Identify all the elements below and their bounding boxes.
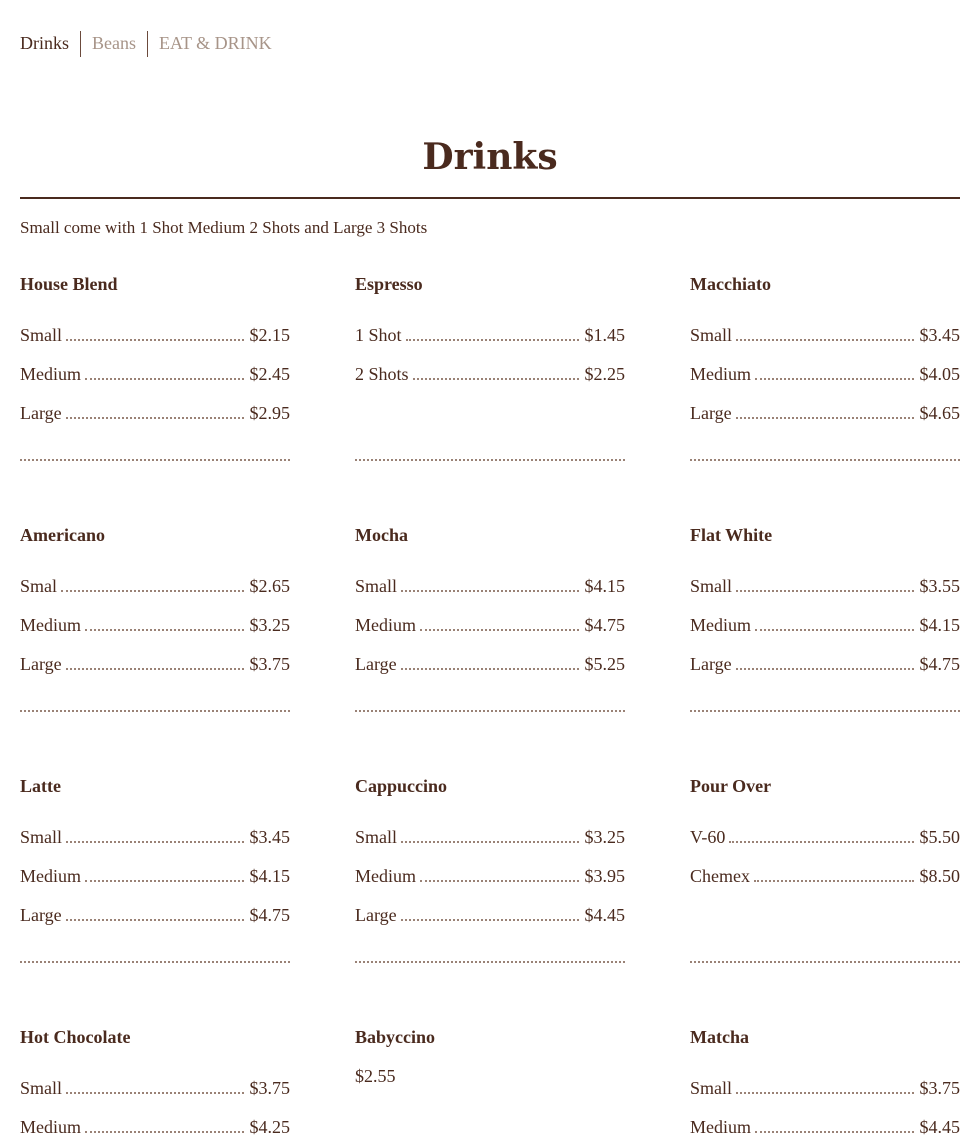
menu-item-row [20,865,290,887]
dot-leader [85,880,244,882]
menu-item-price: $3.45 [249,827,290,847]
menu-item-price: $4.25 [249,1117,290,1137]
menu-item-size: Large [690,403,732,423]
menu-card-title: House Blend [20,274,118,294]
menu-item-row [690,402,960,424]
menu-item-row [355,363,625,385]
menu-card-title: Mocha [355,525,408,545]
menu-item-size: Small [20,1078,63,1098]
menu-item-row [20,363,290,385]
menu-item-size: Small [690,325,733,345]
card-divider [355,459,625,461]
menu-item-size: Chemex [690,866,750,886]
page-title: Drinks [422,136,558,178]
menu-item-size: Large [20,654,62,674]
menu-item-size: Large [20,905,62,925]
menu-card-title: Cappuccino [355,776,448,796]
menu-item-price: $4.15 [584,576,625,596]
dot-leader [755,1131,914,1133]
card-divider [690,710,960,712]
card-divider [20,459,290,461]
menu-item-size: Medium [20,615,81,635]
menu-card-title: Babyccino [355,1027,436,1047]
dot-leader [736,417,914,419]
menu-item-price: $4.05 [919,364,960,384]
dot-leader [85,629,244,631]
menu-item-price: $3.95 [584,866,625,886]
dot-leader [61,590,243,592]
menu-card-title: Flat White [690,525,773,545]
dot-leader [66,841,243,843]
menu-item-price: $3.75 [249,654,290,674]
menu-item-row [690,865,960,887]
card-divider [690,459,960,461]
nav-link-drinks[interactable]: Drinks [20,33,69,53]
dot-leader [736,1092,913,1094]
dot-leader [401,590,578,592]
menu-card-title: Matcha [690,1027,749,1047]
dot-leader [66,919,244,921]
menu-item-row [20,575,290,597]
menu-item-size: Medium [690,364,751,384]
menu-item-row [20,1116,290,1138]
menu-item-price: $5.50 [919,827,960,847]
menu-item-price: $2.15 [249,325,290,345]
menu-item-size: V-60 [690,827,726,847]
menu-item-price: $2.25 [584,364,625,384]
dot-leader [85,1131,244,1133]
menu-item-row [690,324,960,346]
nav-link-eat-and-drink[interactable]: EAT & DRINK [159,33,272,53]
menu-item-price: $2.65 [249,576,290,596]
nav-link-beans[interactable]: Beans [92,33,136,53]
menu-item-price: $4.15 [249,866,290,886]
menu-item-price: $2.45 [249,364,290,384]
menu-item-size: Medium [690,1117,751,1137]
dot-leader [85,378,244,380]
menu-item-row [690,575,960,597]
card-divider [20,961,290,963]
dot-leader [66,668,244,670]
menu-item-price: $2.55 [355,1066,396,1086]
menu-item-price: $3.75 [919,1078,960,1098]
menu-item-price: $1.45 [584,325,625,345]
menu-item-size: Large [355,905,397,925]
menu-item-size: Small [690,576,733,596]
dot-leader [736,590,913,592]
menu-item-row [355,575,625,597]
menu-item-row [20,826,290,848]
menu-card-title: Hot Chocolate [20,1027,131,1047]
card-divider [20,710,290,712]
menu-item-row [20,614,290,636]
menu-item-row [355,904,625,926]
card-divider [355,961,625,963]
menu-item-row [690,1116,960,1138]
menu-item-size: Small [20,325,63,345]
menu-item-price: $4.75 [919,654,960,674]
menu-item-size: 1 Shot [355,325,402,345]
menu-item-size: Medium [20,364,81,384]
menu-item-size: Small [690,1078,733,1098]
menu-item-price: $5.25 [584,654,625,674]
menu-item-row [355,324,625,346]
dot-leader [755,629,914,631]
dot-leader [736,339,913,341]
menu-card-title: Espresso [355,274,423,294]
menu-card-title: Macchiato [690,274,771,294]
nav-separator [80,31,81,57]
menu-item-row [355,865,625,887]
menu-item-row [355,826,625,848]
menu-item-price: $4.45 [584,905,625,925]
menu-item-row [690,363,960,385]
menu-item-price: $3.25 [249,615,290,635]
menu-card-title: Latte [20,776,61,796]
menu-item-size: Large [690,654,732,674]
menu-item-row [690,614,960,636]
dot-leader [401,668,579,670]
page-subtitle: Small come with 1 Shot Medium 2 Shots and Large 3 Shots [20,218,428,237]
dot-leader [401,919,579,921]
menu-item-size: Medium [355,615,416,635]
menu-item-price: $8.50 [919,866,960,886]
title-divider [20,197,960,199]
dot-leader [66,339,243,341]
menu-item-price: $4.75 [584,615,625,635]
menu-card-title: Americano [20,525,105,545]
nav-separator [147,31,148,57]
menu-item-size: Small [355,827,398,847]
menu-item-price: $4.65 [919,403,960,423]
menu-item-size: Medium [20,866,81,886]
menu-card-title: Pour Over [690,776,772,796]
card-divider [690,961,960,963]
dot-leader [413,378,579,380]
card-divider [355,710,625,712]
dot-leader [736,668,914,670]
menu-item-price: $4.15 [919,615,960,635]
menu-item-size: Smal [20,576,58,596]
menu-item-size: Small [20,827,63,847]
menu-item-price: $3.75 [249,1078,290,1098]
dot-leader [401,841,578,843]
menu-item-size: Large [20,403,62,423]
menu-item-row [355,653,625,675]
menu-item-row [690,1077,960,1099]
menu-item-price: $3.45 [919,325,960,345]
dot-leader [729,841,913,843]
menu-item-row [20,904,290,926]
menu-item-price: $3.55 [919,576,960,596]
menu-item-size: Small [355,576,398,596]
dot-leader [420,880,579,882]
menu-item-row [20,402,290,424]
dot-leader [420,629,579,631]
menu-item-size: Medium [690,615,751,635]
menu-item-row [690,826,960,848]
menu-item-row [355,614,625,636]
menu-item-row [690,653,960,675]
menu-item-row [20,653,290,675]
menu-item-row [20,1077,290,1099]
menu-item-size: Medium [20,1117,81,1137]
menu-item-size: Large [355,654,397,674]
menu-item-price: $4.75 [249,905,290,925]
top-nav [20,30,272,57]
dot-leader [406,339,579,341]
menu-item-price: $2.95 [249,403,290,423]
menu-item-price: $4.45 [919,1117,960,1137]
dot-leader [755,378,914,380]
dot-leader [66,417,244,419]
dot-leader [754,880,914,882]
dot-leader [66,1092,243,1094]
menu-item-size: Medium [355,866,416,886]
menu-item-size: 2 Shots [355,364,409,384]
menu-item-price: $3.25 [584,827,625,847]
menu-item-row [20,324,290,346]
